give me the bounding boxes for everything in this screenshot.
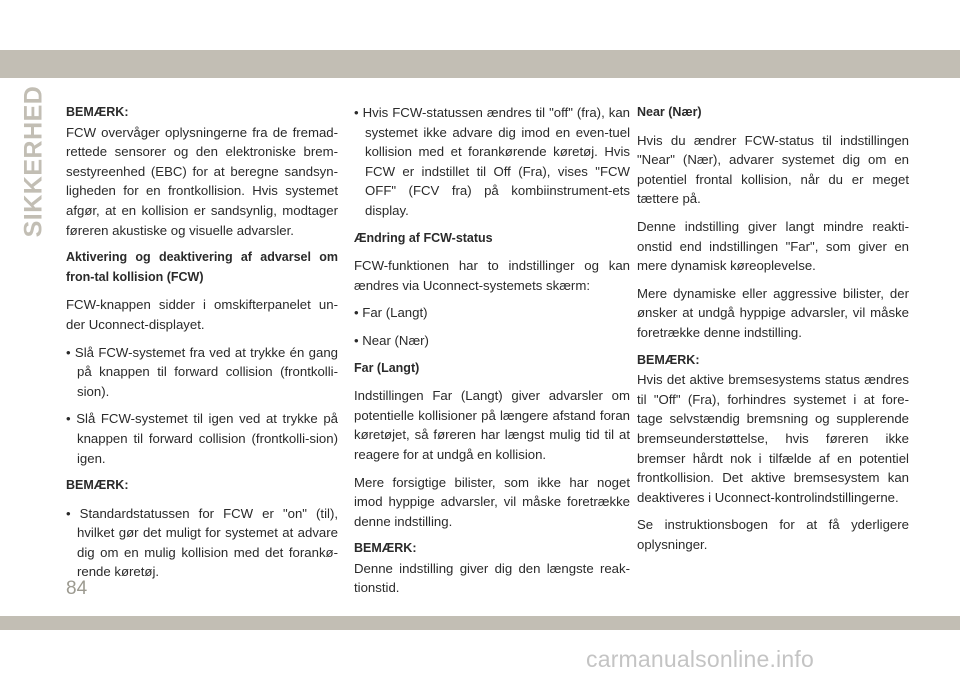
watermark: carmanualsonline.info (586, 646, 814, 672)
note-text: Hvis det aktive bremsesystems status ændres til "Off" (Fra), forhindres systemet i at fore-tage selvstændig bremsning og supplerende bremseunderstøttelse, hvis føreren ikke bremser hårdt nok i tilfælde af en potentiel frontkollision. Det aktive bremsesystem kan deaktiveres i Uconnect-kontrolindstillingerne. (637, 372, 909, 505)
note-label: BEMÆRK: (66, 105, 129, 119)
header-band (0, 50, 960, 78)
section-tab (19, 85, 49, 237)
note-label: BEMÆRK: (66, 478, 129, 493)
section-heading: Ændring af FCW-status (354, 230, 493, 245)
bullet-item: • Slå FCW-systemet til igen ved at trykke på knappen til forward collision (frontkolli-sion) igen. (66, 411, 338, 466)
column-2 (354, 103, 630, 606)
note-text: FCW overvåger oplysningerne fra de fremad-rettede sensorer og den elektroniske brem-sestyreenhed (EBC) for at beregne sandsyn-ligheden for en frontkollision. Hvis systemet afgør, at en kollision er sandsynlig, modtager føreren akustiske og visuelle advarsler. (66, 124, 338, 238)
paragraph: Mere forsigtige bilister, som ikke har noget imod hyppige advarsler, vil måske foretrække denne indstilling. (354, 474, 630, 529)
paragraph: Hvis du ændrer FCW-status til indstillingen "Near" (Nær), advarer systemet dig om en potentiel frontal kollision, når du er meget tættere på. (637, 132, 909, 207)
paragraph: Se instruktionsbogen for at få yderligere oplysninger. (637, 517, 909, 552)
section-heading: Far (Langt) (354, 360, 420, 375)
paragraph: Indstillingen Far (Langt) giver advarsler om potentielle kollisioner på længere afstand foran køretøjet, så føreren har længst mulig tid til at reagere for at undgå en kollision. (354, 388, 630, 462)
bullet-item: • Slå FCW-systemet fra ved at trykke én gang på knappen til forward collision (frontkolli-sion). (66, 344, 338, 399)
footer-band (0, 616, 960, 630)
section-tab-label: SIKKERHED (19, 85, 48, 237)
paragraph: FCW-knappen sidder i omskifterpanelet un-der Uconnect-displayet. (66, 297, 338, 332)
bullet-item: • Hvis FCW-statussen ændres til "off" (fra), kan systemet ikke advare dig imod en even-tuel kollision med et forankørende køretøj. Hvis FCW er indstillet til Off (Fra), vises "FCW OFF" (FCV fra) på kombiinstrument-ets display. (354, 105, 630, 218)
paragraph: FCW-funktionen har to indstillinger og kan ændres via Uconnect-systemets skærm: (354, 258, 630, 293)
paragraph: Mere dynamiske eller aggressive bilister, der ønsker at undgå hyppige advarsler, vil måske foretrække denne indstilling. (637, 285, 909, 340)
bullet-item: • Far (Langt) (354, 305, 428, 321)
bullet-item: • Near (Nær) (354, 332, 429, 348)
paragraph: Denne indstilling giver langt mindre reakti-onstid end indstillingen "Far", som giver en mere dynamisk køreoplevelse. (637, 218, 909, 274)
note-text: Denne indstilling giver dig den længste reak-tionstid. (354, 560, 630, 596)
section-heading: Aktivering og deaktivering af advarsel om fron-tal kollision (FCW) (66, 250, 338, 284)
page-number: 84 (66, 578, 88, 599)
note-label: BEMÆRK: (354, 541, 417, 556)
bullet-item: • Standardstatussen for FCW er "on" (til), hvilket gør det muligt for systemet at advare dig om en mulig kollision med det forankø-rende køretøj. (66, 505, 338, 580)
column-1 (66, 103, 338, 590)
column-3 (637, 103, 909, 562)
note-label: BEMÆRK: (637, 352, 700, 367)
section-heading: Near (Nær) (637, 105, 702, 119)
